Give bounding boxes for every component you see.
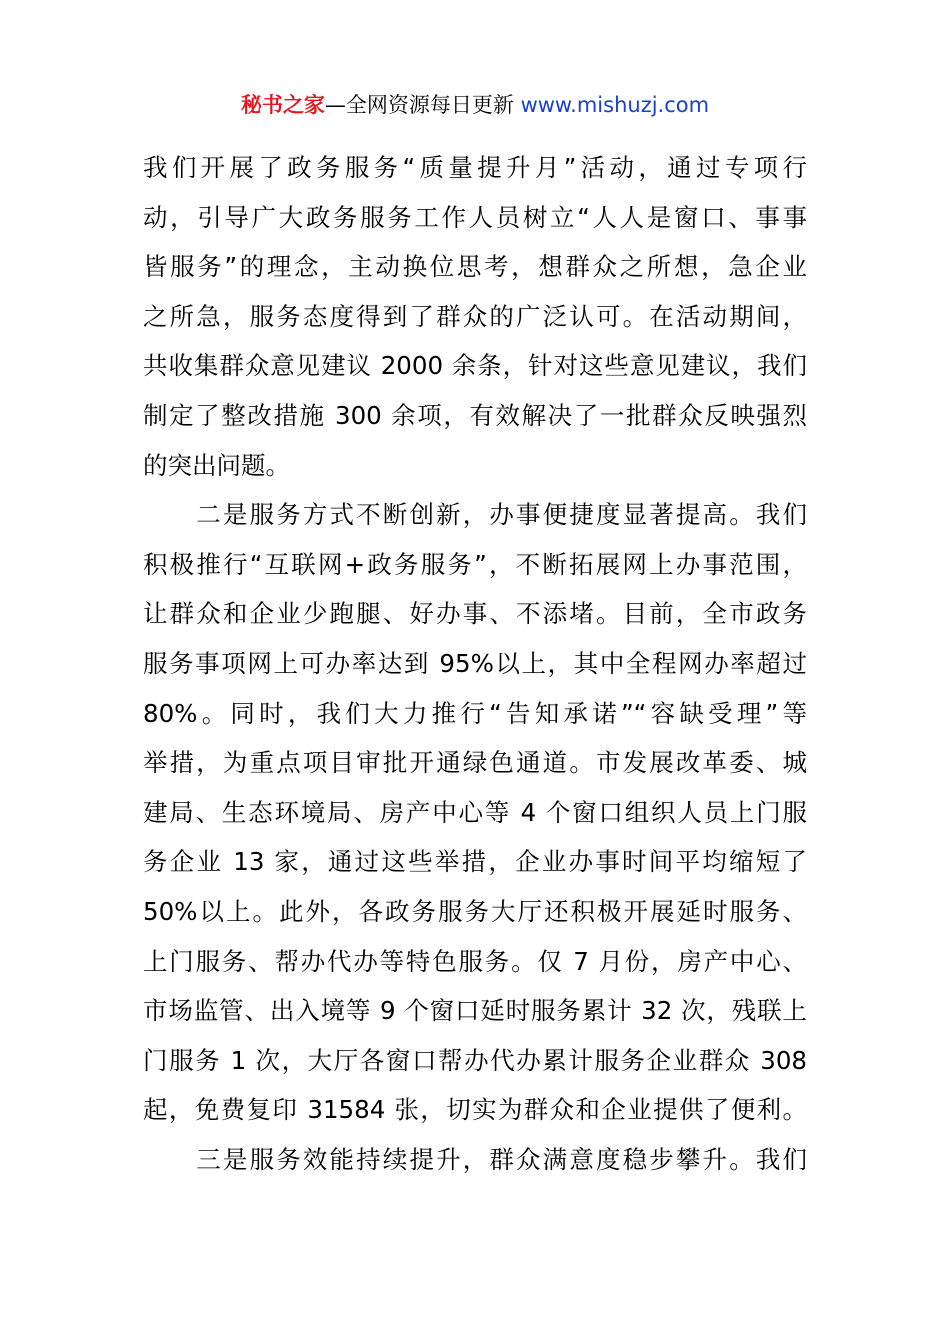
text-line: 制定了整改措施 300 余项，有效解决了一批群众反映强烈 (143, 400, 807, 430)
brand-name: 秘书之家 (240, 93, 325, 117)
text-line: 市场监管、出入境等 9 个窗口延时服务累计 32 次，残联上 (143, 996, 807, 1026)
text-line: 我们开展了政务服务“质量提升月”活动，通过专项行 (143, 153, 807, 182)
text-line: 二是服务方式不断创新，办事便捷度显著提高。我们 (143, 500, 807, 530)
body-text (143, 143, 807, 1184)
text-line: 之所急，服务态度得到了群众的广泛认可。在活动期间， (143, 301, 807, 331)
text-line: 上门服务、帮办代办等特色服务。仅 7 月份，房产中心、 (143, 946, 807, 976)
text-line: 举措，为重点项目审批开通绿色通道。市发展改革委、城 (143, 748, 807, 778)
site-url-link[interactable]: www.mishuzj.com (520, 93, 710, 117)
text-line: 服务事项网上可办率达到 95%以上，其中全程网办率超过 (143, 648, 807, 678)
text-line: 动，引导广大政务服务工作人员树立“人人是窗口、事事 (143, 202, 807, 232)
text-line: 务企业 13 家，通过这些举措，企业办事时间平均缩短了 (143, 847, 807, 877)
text-line: 共收集群众意见建议 2000 余条，针对这些意见建议，我们 (143, 351, 807, 381)
text-line: 门服务 1 次，大厅各窗口帮办代办累计服务企业群众 308 (143, 1045, 807, 1075)
text-line: 让群众和企业少跑腿、好办事、不添堵。目前，全市政务 (143, 599, 807, 629)
text-line: 起，免费复印 31584 张，切实为群众和企业提供了便利。 (143, 1095, 807, 1125)
text-line: 的突出问题。 (143, 450, 290, 480)
text-line: 建局、生态环境局、房产中心等 4 个窗口组织人员上门服 (143, 797, 807, 827)
text-line: 80%。同时，我们大力推行“告知承诺”“容缺受理”等 (143, 698, 807, 728)
header-tagline: —全网资源每日更新 (324, 93, 514, 117)
text-line: 积极推行“互联网+政务服务”，不断拓展网上办事范围， (143, 549, 807, 579)
page-header (0, 88, 950, 122)
text-line: 三是服务效能持续提升，群众满意度稳步攀升。我们 (143, 1144, 807, 1174)
text-line: 皆服务”的理念，主动换位思考，想群众之所想，急企业 (143, 252, 807, 282)
text-line: 50%以上。此外，各政务服务大厅还积极开展延时服务、 (143, 896, 807, 926)
